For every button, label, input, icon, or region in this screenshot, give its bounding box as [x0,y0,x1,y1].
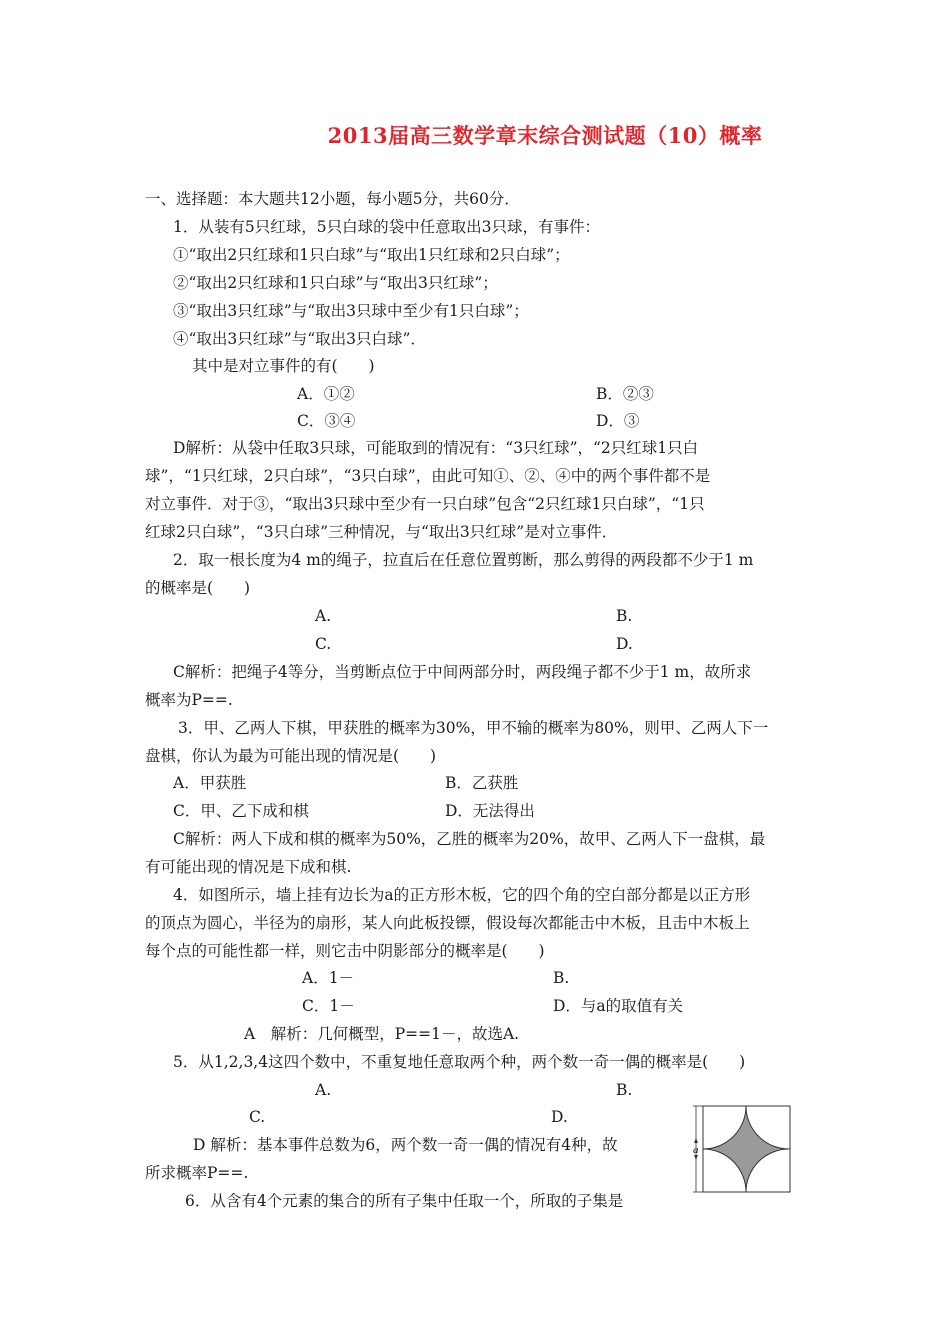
q5-solution-2: 所求概率P==. [145,1164,249,1182]
q1-stem: 1．从装有5只红球，5只白球的袋中任意取出3只球，有事件： [173,218,600,236]
q4-option-c: C．1－ [302,997,355,1015]
board-figure [690,1105,792,1193]
q4-solution: A 解析：几何概型，P==1－，故选A. [244,1025,520,1043]
q2-solution-2: 概率为P==. [145,691,233,709]
page-title: 2013届高三数学章末综合测试题（10）概率 [327,123,763,148]
q5-stem: 5．从1,2,3,4这四个数中，不重复地任意取两个种，两个数一奇一偶的概率是( ) [173,1053,746,1071]
q5-option-d: D. [551,1108,568,1126]
q4-stem-2: 的顶点为圆心，半径为的扇形，某人向此板投镖，假设每次都能击中木板，且击中木板上 [145,914,750,932]
q5-option-a: A. [315,1081,332,1099]
q1-option-c: C．③④ [297,412,356,430]
q1-event-3: ③“取出3只红球”与“取出3只球中至少有1只白球”； [173,302,529,320]
q4-stem-1: 4．如图所示，墙上挂有边长为a的正方形木板，它的四个角的空白部分都是以正方形 [173,886,751,904]
q4-stem-3: 每个点的可能性都一样，则它击中阴影部分的概率是( ) [145,942,545,960]
q1-option-b: B．②③ [596,385,654,403]
q3-solution-2: 有可能出现的情况是下成和棋. [145,858,352,876]
q1-question: 其中是对立事件的有( ) [192,357,375,375]
q3-option-d: D．无法得出 [445,802,535,820]
q5-solution-1: D 解析：基本事件总数为6，两个数一奇一偶的情况有4种，故 [193,1136,618,1154]
q2-option-d: D. [616,635,633,653]
q6-stem: 6．从含有4个元素的集合的所有子集中任取一个，所取的子集是 [185,1192,624,1210]
q1-option-d: D．③ [596,412,640,430]
q3-stem-2: 盘棋，你认为最为可能出现的情况是( ) [145,747,437,765]
q2-option-a: A. [315,607,332,625]
q5-option-b: B. [616,1081,633,1099]
q2-stem-1: 2．取一根长度为4 m的绳子，拉直后在任意位置剪断，那么剪得的两段都不少于1 m [173,551,754,569]
q5-option-c: C. [249,1108,266,1126]
side-label: a [693,1144,699,1156]
q4-option-d: D．与a的取值有关 [553,997,684,1015]
q3-option-b: B．乙获胜 [445,774,519,792]
q1-option-a: A．①② [297,385,355,403]
q1-solution-3: 对立事件．对于③，“取出3只球中至少有一只白球”包含“2只红球1只白球”，“1只 [145,495,705,513]
q1-solution-4: 红球2只白球”，“3只白球”三种情况，与“取出3只红球”是对立事件． [145,523,618,541]
q3-option-c: C．甲、乙下成和棋 [173,802,309,820]
q1-event-4: ④“取出3只红球”与“取出3只白球”． [173,330,426,348]
arrow-up-icon [694,1138,698,1143]
q2-solution-1: C解析：把绳子4等分，当剪断点位于中间两部分时，两段绳子都不少于1 m，故所求 [173,663,752,681]
q2-option-b: B. [616,607,633,625]
q3-stem-1: 3．甲、乙两人下棋，甲获胜的概率为30%，甲不输的概率为80%，则甲、乙两人下一 [178,719,769,737]
q1-solution-1: D解析：从袋中任取3只球，可能取到的情况有：“3只红球”，“2只红球1只白 [173,439,699,457]
q4-option-a: A．1－ [302,969,355,987]
q2-stem-2: 的概率是( ) [145,579,251,597]
q1-event-2: ②“取出2只红球和1只白球”与“取出3只红球”； [173,274,498,292]
q3-solution-1: C解析：两人下成和棋的概率为50%，乙胜的概率为20%，故甲、乙两人下一盘棋，最 [173,830,766,848]
q3-option-a: A．甲获胜 [173,774,247,792]
q4-option-b: B. [553,969,570,987]
q1-solution-2: 球”，“1只红球，2只白球”，“3只白球”，由此可知①、②、④中的两个事件都不是 [145,467,711,485]
section-heading: 一、选择题：本大题共12小题，每小题5分，共60分． [145,190,520,208]
q1-event-1: ①“取出2只红球和1只白球”与“取出1只红球和2只白球”； [173,246,570,264]
q2-option-c: C. [315,635,332,653]
